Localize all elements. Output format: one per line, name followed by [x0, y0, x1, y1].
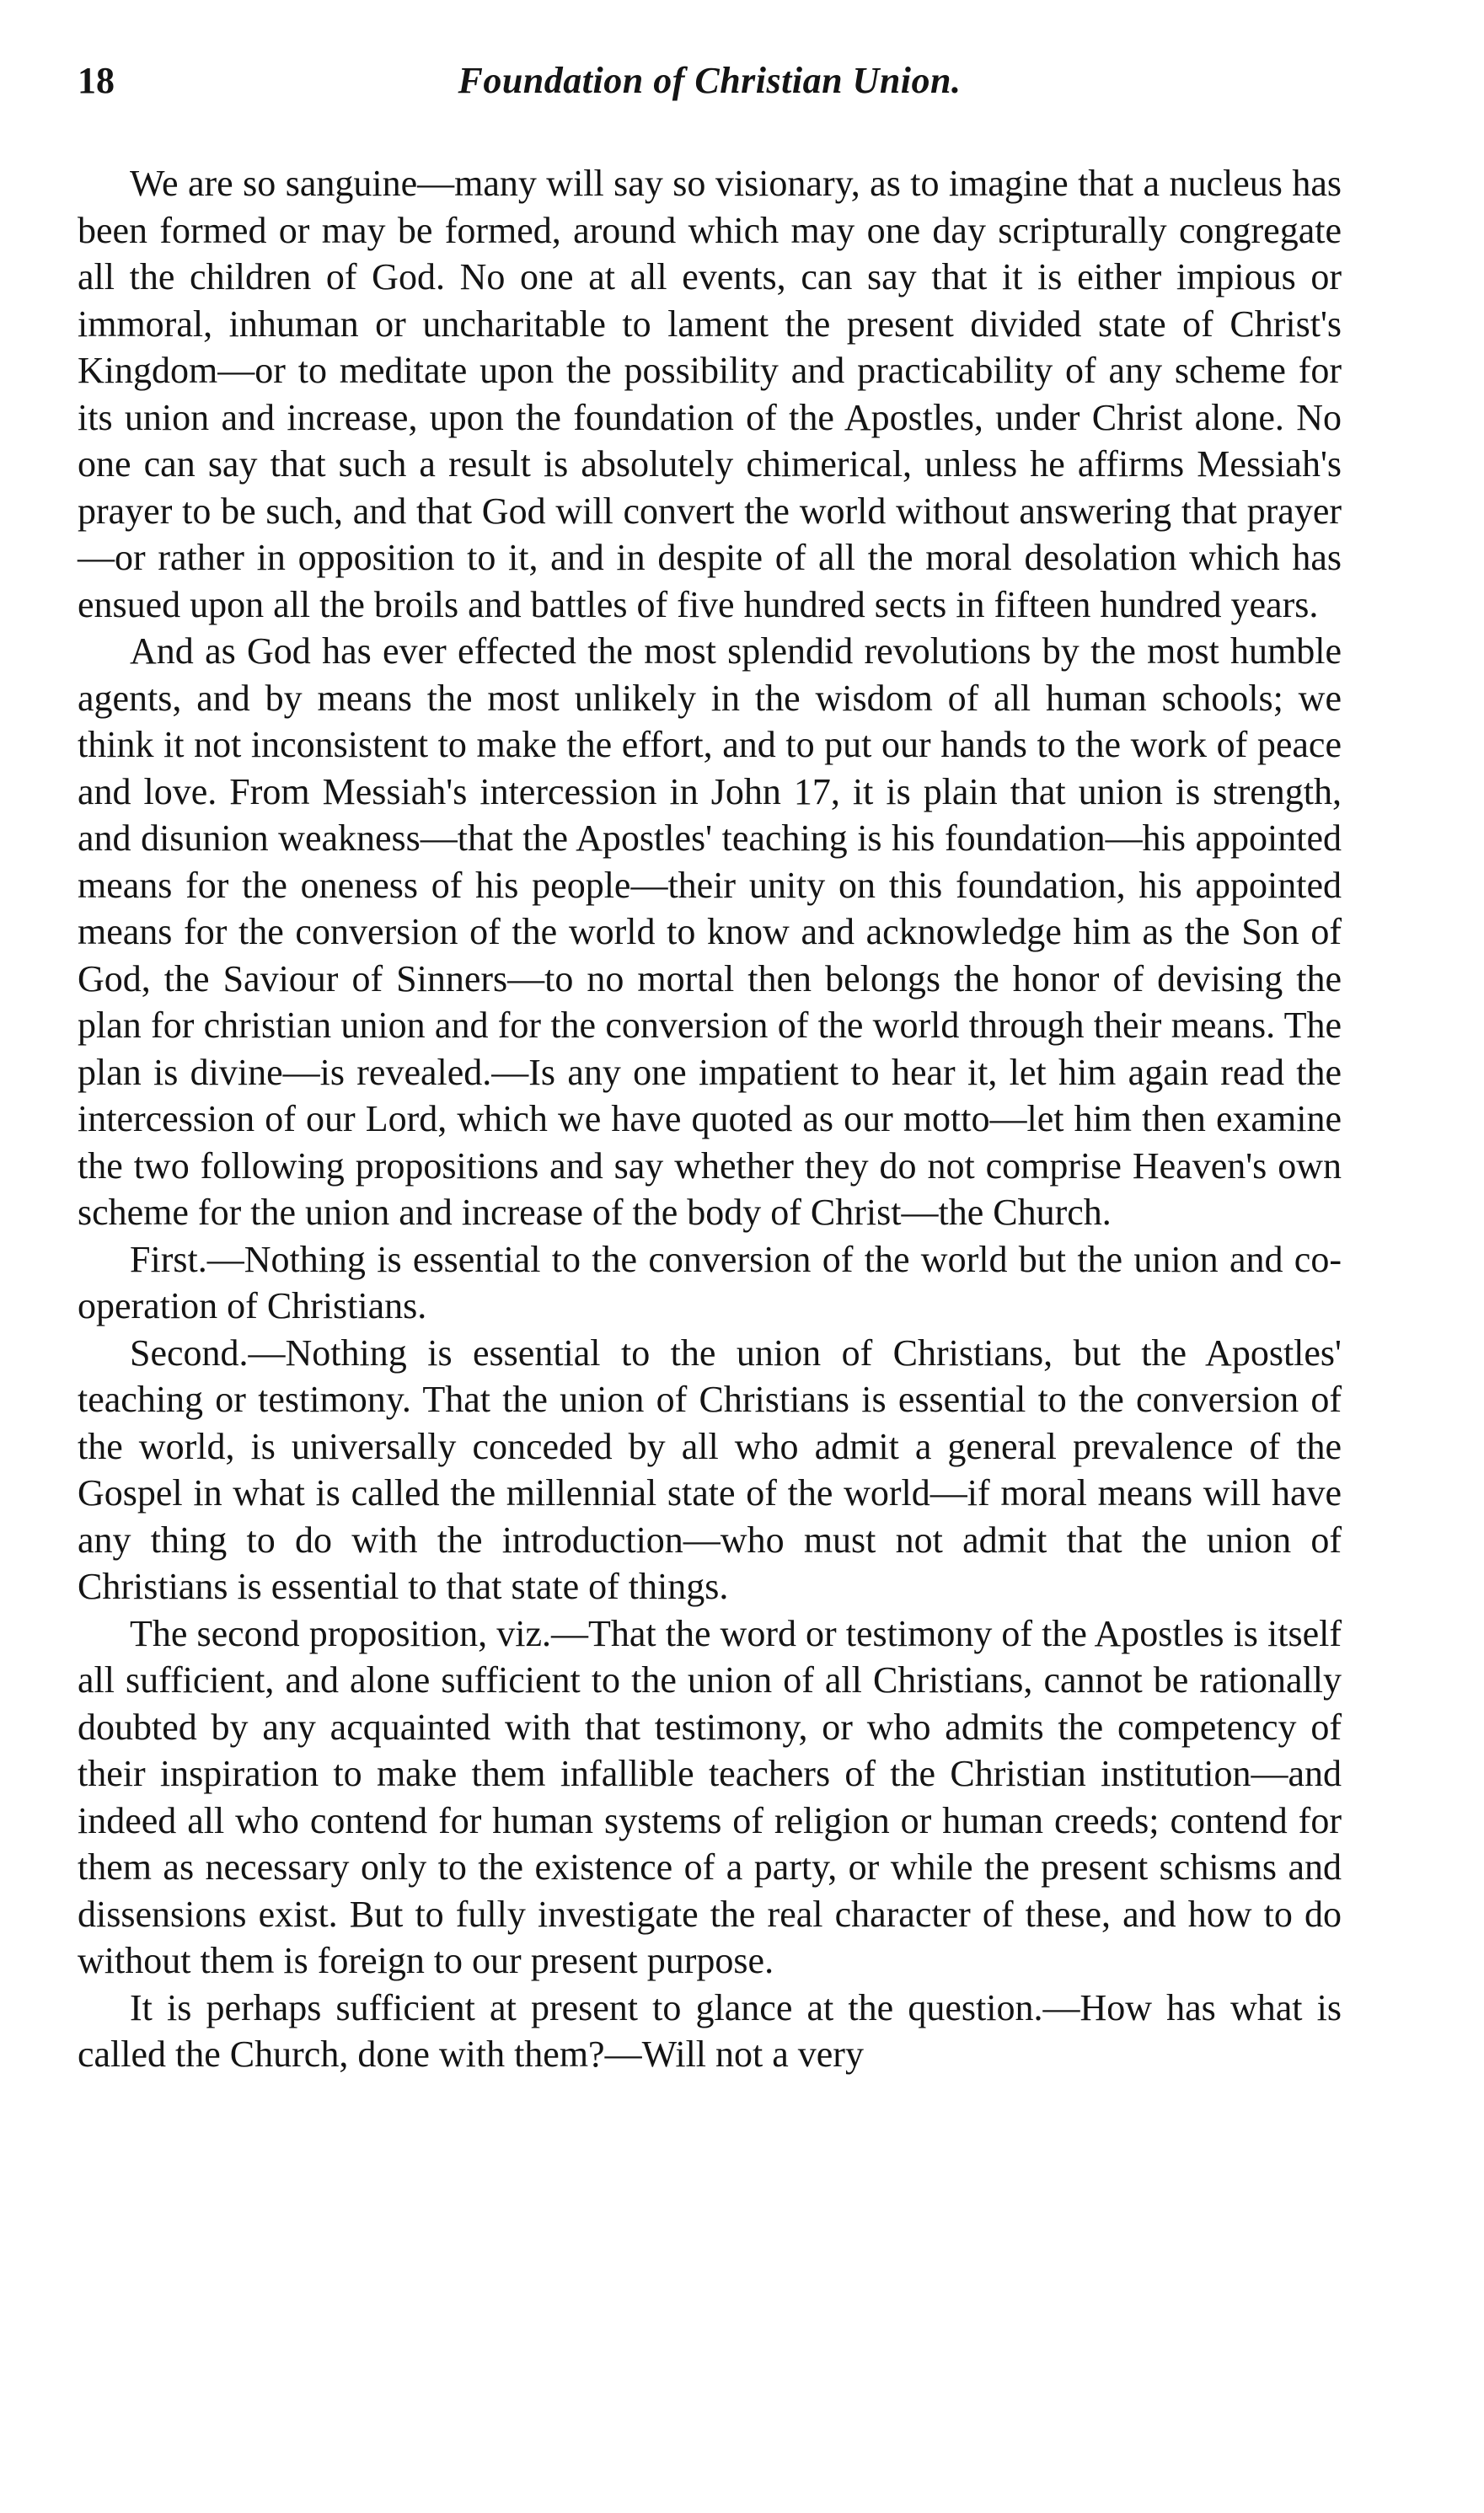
running-title: Foundation of Christian Union.	[458, 60, 962, 101]
paragraph-4: Second.—Nothing is essential to the union of Christians, but the Apostles' teaching or testimony. That the union of Christians is essential to the conversion of the world, is universally conceded by all who admit a general prevalence of the Gospel in what is called the millennial state of the world—if moral means will have any thing to do with the introduction—who must not admit that the union of Christians is essential to that state of things.	[78, 1332, 1342, 1607]
paragraph-5: The second proposition, viz.—That the word or testimony of the Apostles is itself all sufficient, and alone sufficient to the union of all Christians, cannot be rationally doubted by any acquainted with that testimony, or who admits the competency of their inspiration to make them infallible teachers of the Christian institution—and indeed all who contend for human systems of religion or human creeds; contend for them as necessary only to the existence of a party, or while the present schisms and dissensions exist. But to fully investigate the real character of these, and how to do without them is foreign to our present purpose.	[78, 1612, 1342, 1981]
book-page	[78, 59, 1342, 2078]
paragraph-6: It is perhaps sufficient at present to glance at the question.—How has what is called the Church, done with them?—Will not a very	[78, 1986, 1342, 2075]
paragraph-3: First.—Nothing is essential to the conversion of the world but the union and co-operation of Christians.	[78, 1238, 1342, 1326]
body-text	[78, 160, 1342, 2078]
paragraph-2: And as God has ever effected the most splendid revolutions by the most humble agents, and by means the most unlikely in the wisdom of all human schools; we think it not inconsistent to make the effort, and to put our hands to the work of peace and love. From Messiah's intercession in John 17, it is plain that union is strength, and disunion weakness—that the Apostles' teaching is his foundation—his appointed means for the oneness of his people—their unity on this foundation, his appointed means for the conversion of the world to know and acknowledge him as the Son of God, the Saviour of Sinners—to no mortal then belongs the honor of devising the plan for christian union and for the conversion of the world through their means. The plan is divine—is revealed.—Is any one impatient to hear it, let him again read the intercession of our Lord, which we have quoted as our motto—let him then examine the two following propositions and say whether they do not comprise Heaven's own scheme for the union and increase of the body of Christ—the Church.	[78, 630, 1342, 1233]
page-number: 18	[78, 60, 115, 101]
running-head	[78, 59, 1342, 118]
paragraph-1: We are so sanguine—many will say so visionary, as to imagine that a nucleus has been formed or may be formed, around which may one day scripturally congregate all the children of God. No one at all events, can say that it is either impious or immoral, inhuman or uncharitable to lament the present divided state of Christ's Kingdom—or to meditate upon the possibility and practicability of any scheme for its union and increase, upon the foundation of the Apostles, under Christ alone. No one can say that such a result is absolutely chimerical, unless he affirms Messiah's prayer to be such, and that God will convert the world without answering that prayer—or rather in opposition to it, and in despite of all the moral desolation which has ensued upon all the broils and battles of five hundred sects in fifteen hundred years.	[78, 163, 1342, 625]
